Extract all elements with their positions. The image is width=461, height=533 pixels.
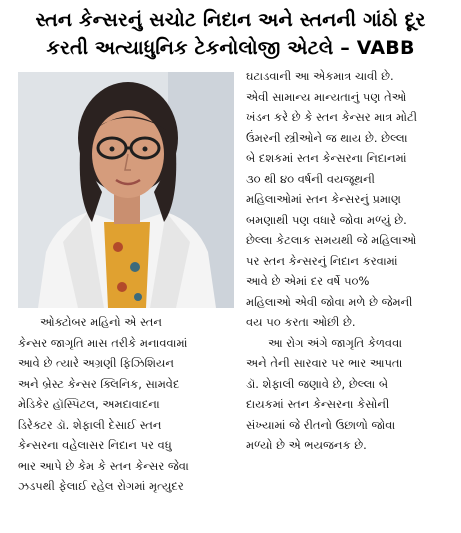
- article-line: સંખ્યામાં જે રીતનો ઉછાળો જોવા: [246, 417, 396, 432]
- headline: [0, 0, 461, 62]
- headline-line-1: સ્તન કેન્સરનું સચોટ નિદાન અને સ્તનની ગાંઠો દૂર: [35, 9, 426, 31]
- article-line: ખંડન કરે છે કે સ્તન કેન્સર માત્ર મોટી: [246, 110, 418, 124]
- article-line: ડિરેક્ટર ડૉ. શેફાલી દેસાઈ સ્તન: [18, 417, 162, 432]
- article-line: મળ્યો છે એ ભયજનક છે.: [246, 438, 367, 452]
- article-line: મહિલાઓમાં સ્તન કેન્સરનું પ્રમાણ: [246, 192, 401, 206]
- article-right-column: [246, 66, 456, 456]
- article-line: ઝડપથી ફેલાઈ રહેલ રોગમાં મૃત્યુદર: [18, 479, 184, 493]
- article-line: બમણાથી પણ વધારે જોવા મળ્યું છે.: [246, 212, 407, 227]
- article-line: આ રોગ અંગે જાગૃતિ કેળવવા: [268, 335, 403, 350]
- article-line: ૩૦ થી ૪૦ વર્ષની વયજૂથની: [246, 171, 375, 186]
- article-line: આવે છે એમાં દર વર્ષે ૫૦%: [246, 274, 370, 288]
- article-paragraph-2: [246, 333, 456, 456]
- article-line: મેડિકેર હૉસ્પિટલ, અમદાવાદના: [18, 397, 160, 411]
- article-line: ઘટાડવાની આ એકમાત્ર ચાવી છે.: [246, 69, 394, 83]
- headline-line-2: કરતી અત્યાધુનિક ટેકનોલોજી એટલે – VABB: [46, 37, 415, 59]
- article-line: કેન્સરના વહેલાસર નિદાન પર વધુ: [18, 438, 172, 452]
- article-line: ઓક્ટોબર મહિનો એ સ્તન: [40, 315, 162, 329]
- article-line: ઉંમરની સ્ત્રીઓને જ થાય છે. છેલ્લા: [246, 130, 408, 145]
- article-line: અને બ્રેસ્ટ કેન્સર ક્લિનિક, સામવેદ: [18, 376, 180, 391]
- article-line: પર સ્તન કેન્સરનું નિદાન કરવામાં: [246, 253, 398, 268]
- article-line: દાયકમાં સ્તન કેન્સરના કેસોની: [246, 397, 390, 411]
- article-line: બે દશકમાં સ્તન કેન્સરના નિદાનમાં: [246, 151, 407, 165]
- article-line: છેલ્લા કેટલાક સમયથી જે મહિલાઓ: [246, 233, 417, 247]
- article-line: ડૉ. શેફાલી જણાવે છે, છેલ્લા બે: [246, 376, 389, 391]
- article-line: ભાર આપે છે કેમ કે સ્તન કેન્સર જેવા: [18, 458, 189, 473]
- article-line: કેન્સર જાગૃતિ માસ તરીકે મનાવવામાં: [18, 335, 188, 350]
- article-line: એવી સામાન્ય માન્યતાનું પણ તેઓ: [246, 89, 407, 104]
- article-left-column: [18, 312, 234, 497]
- article-line: વય ૫૦ કરતા ઓછી છે.: [246, 315, 356, 329]
- doctor-photo: [18, 72, 234, 308]
- article-paragraph-1: [246, 66, 456, 333]
- article-line: અને તેની સારવાર પર ભાર આપતા: [246, 356, 403, 370]
- article-line: આવે છે ત્યારે અગ્રણી ફિઝિશિયન: [18, 356, 174, 370]
- doctor-portrait-image: [18, 72, 234, 308]
- article-line: મહિલાઓ એવી જોવા મળે છે જેમની: [246, 294, 413, 309]
